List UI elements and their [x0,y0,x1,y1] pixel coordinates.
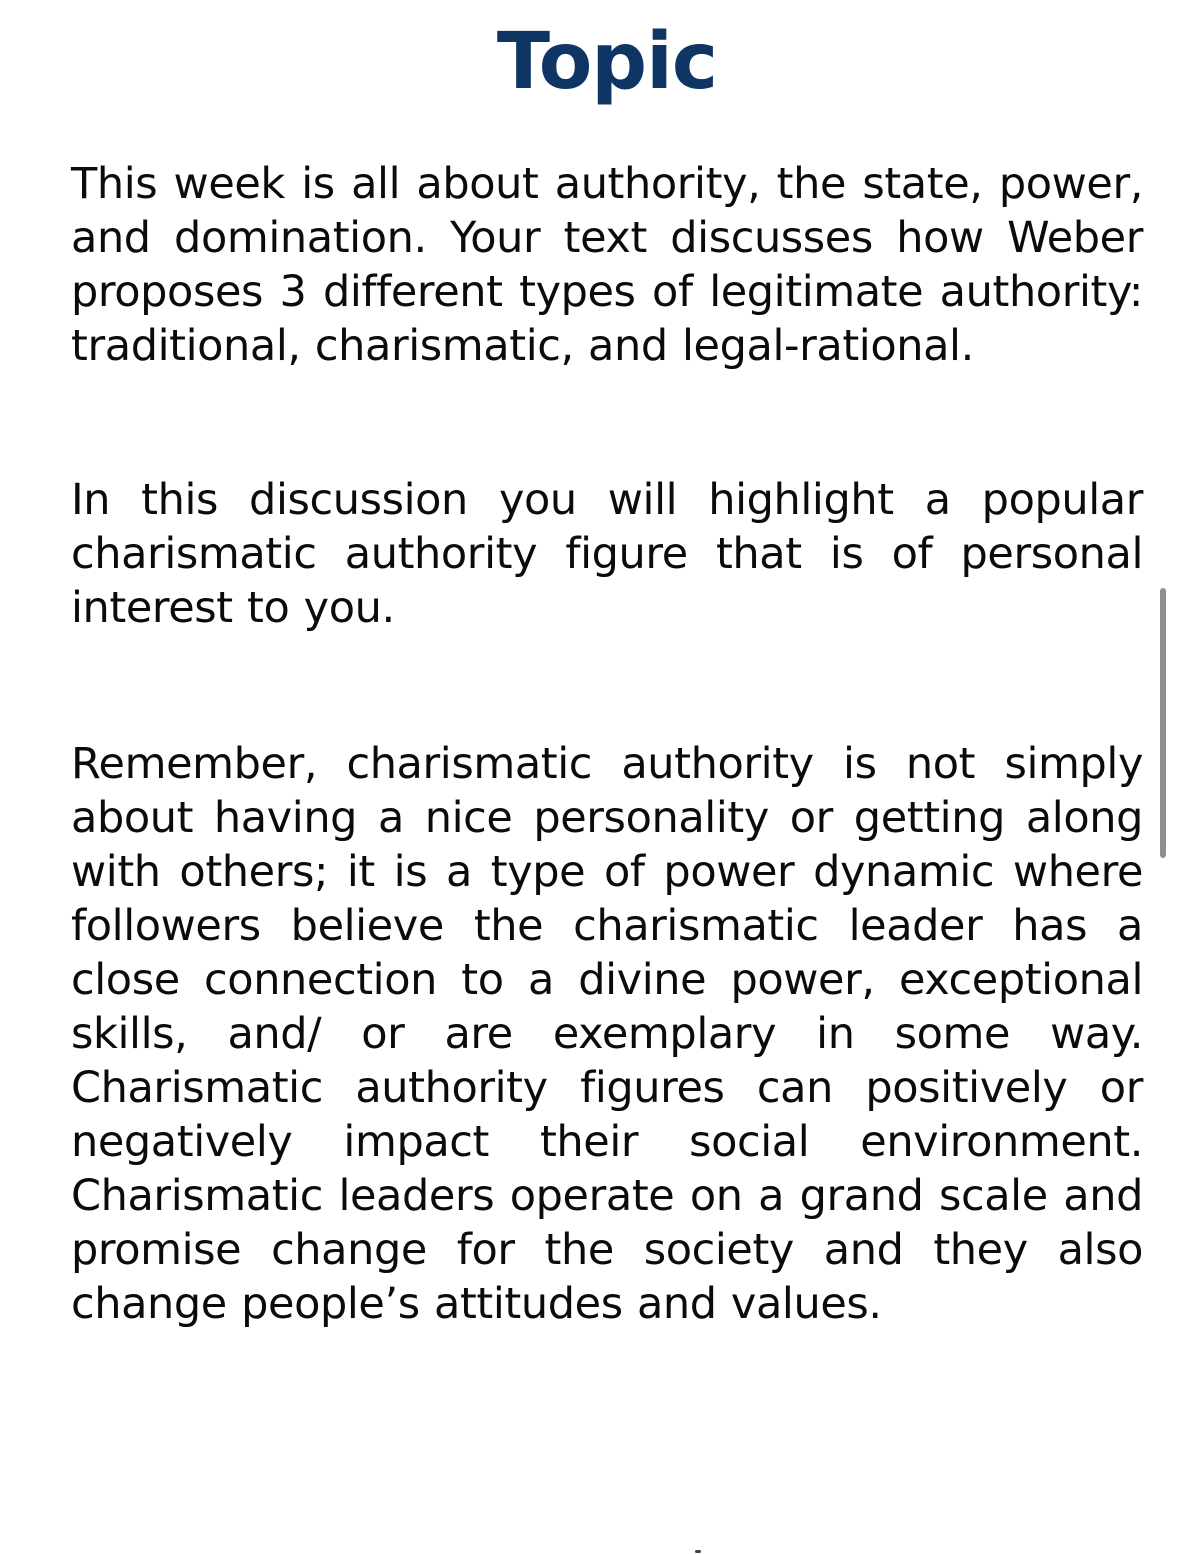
paragraph-intro: This week is all about authority, the state, power, and domination. Your text discusses how Weber proposes 3 different types of legitimate authority: traditional, charismatic, and legal-rational. [71,159,1143,371]
cut-off-text-mark [695,1550,701,1553]
vertical-scrollbar[interactable] [1160,588,1166,858]
topic-content [71,157,1143,1331]
paragraph-charismatic-definition: Remember, charismatic authority is not simply about having a nice personality or getting along with others; it is a type of power dynamic where followers believe the charismatic leader has a close connection to a divine power, exceptional skills, and/ or are exemplary in some way. Charismatic authority figures can positively or negatively impact their social environment. Charismatic leaders operate on a grand scale and promise change for the society and they also change people’s attitudes and values. [71,739,1143,1329]
paragraph-discussion-task: In this discussion you will highlight a popular charismatic authority figure that is of personal interest to you. [71,475,1143,633]
page-title: Topic [496,17,718,107]
